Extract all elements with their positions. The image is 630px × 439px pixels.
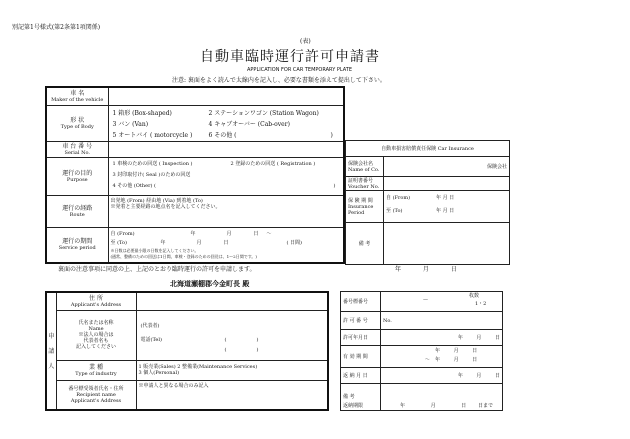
period-to-label: 至 (To) — [110, 239, 127, 246]
tel-paren-close: ) — [256, 336, 259, 343]
purpose-label: 運行の目的 Purpose — [46, 157, 108, 195]
sheets-value: 1・2 — [475, 301, 487, 307]
period-to-day: 日 — [223, 239, 229, 246]
tel2-paren-close: ) — [256, 346, 259, 353]
representative-label: (代表者) — [140, 322, 160, 329]
insurance-remarks-label: 備 考 — [346, 223, 384, 265]
insurance-from-label: 自 (From) — [386, 195, 411, 201]
body-option-4[interactable]: 4 キャブオーバー (Cab-over) — [208, 120, 290, 128]
period-to-month: 月 — [196, 239, 202, 246]
vehicle-info-table — [45, 86, 345, 264]
tel-label: 電話(Tel) — [140, 336, 162, 343]
purpose-option-2[interactable]: 2 登録のための回送 ( Registration ) — [230, 160, 316, 167]
period-from-month: 月 — [226, 230, 232, 237]
tel-paren-open: ( — [224, 336, 227, 343]
notice-text: 注意: 裏面をよく読んで太線内を記入し、必要な書類を添えて提出して下さい。 — [172, 77, 386, 84]
insurance-table — [345, 140, 510, 265]
body-option-6[interactable]: 6 その他 ( — [208, 131, 237, 139]
insurance-remarks-field[interactable] — [384, 223, 510, 265]
period-tilde: 〜 — [266, 230, 272, 237]
insurance-company-label: 保険会社名 Name of Co. — [346, 157, 384, 177]
permit-date-field[interactable]: 年 月 日 — [381, 330, 503, 346]
body-option-6-close: ) — [330, 131, 333, 139]
route-points: 出発地 (From) 経由地 (Via) 到着地 (To) — [110, 197, 203, 204]
valid-from-ymd: 年 月 日 — [435, 347, 478, 354]
body-option-3[interactable]: 3 バン (Van) — [112, 120, 149, 128]
pledge-date: 年 月 日 — [395, 266, 457, 273]
purpose-option-4[interactable]: 4 その他 (Other) ( — [112, 182, 156, 189]
insurance-period-label: 保 険 期 間 Insurance Period — [346, 191, 384, 223]
plate-dash: — — [423, 297, 428, 303]
front-side-mark: (表) — [300, 38, 311, 45]
purpose-options[interactable] — [108, 157, 344, 195]
recipient-label: 番号標受領者氏名・住所 Recipient name Applicant's Address — [56, 380, 136, 410]
insurance-header: 自動車損害賠償責任保険 Car Insurance — [346, 141, 510, 157]
valid-period-field[interactable] — [381, 345, 503, 367]
route-instruction: ※発着と主要経路の地点名を記入してください。 — [110, 203, 221, 210]
recipient-field[interactable]: ※申請人と異なる場合のみ記入 — [136, 380, 328, 410]
title-english: APPLICATION FOR CAR TEMPORARY PLATE — [247, 67, 353, 73]
sheets-label: 枚数 — [469, 293, 480, 299]
office-use-table — [340, 291, 503, 411]
permit-number-label: 許 可 番 号 — [341, 312, 381, 330]
serial-label: 車 台 番 号 Serial No. — [46, 141, 108, 157]
overdue-label: 返納期限 — [343, 403, 364, 409]
page-title: 自動車臨時運行許可申請書 — [200, 49, 380, 65]
body-option-2[interactable]: 2 ステーションワゴン (Station Wagon) — [208, 109, 319, 117]
certificate-label: 証明書番号 Voucher No. — [346, 177, 384, 191]
address-label: 住 所 Applicant's Address — [56, 292, 136, 310]
serial-field[interactable] — [108, 141, 344, 157]
pledge-text: 裏面の注意事項に同意の上、上記のとおり臨時運行の許可を申請します。 — [58, 266, 256, 273]
address-field[interactable] — [136, 292, 328, 310]
insurance-from-ymd: 年 月 日 — [436, 195, 455, 201]
tel2-paren-open: ( — [224, 346, 227, 353]
applicant-table — [45, 291, 329, 411]
permit-number-field[interactable]: No. — [381, 312, 503, 330]
body-option-5[interactable]: 5 オートバイ ( motorcycle ) — [112, 131, 193, 139]
purpose-option-4-close: ) — [333, 182, 336, 189]
form-reference: 別記第1号様式(第2条第1項関係) — [12, 24, 101, 31]
applicant-side-label: 申 請 人 — [46, 292, 56, 410]
period-note-1: ※日数は必要最小限の日数を記入してください。 — [110, 247, 199, 253]
maker-field[interactable] — [108, 87, 344, 105]
purpose-option-3[interactable]: 3 封印取付け( Seal )のための回送 — [112, 171, 191, 178]
insurance-company-field[interactable]: 保険会社 — [384, 157, 510, 177]
plate-number-field[interactable] — [381, 292, 503, 312]
period-from-day: 日 — [253, 230, 259, 237]
insurance-period-field[interactable] — [384, 191, 510, 223]
route-label: 運行の経路 Route — [46, 195, 108, 227]
industry-options[interactable]: 1 販売業(Sales) 2 整備業(Maintenance Services) 3 個人(Personal) — [136, 360, 328, 380]
body-type-options[interactable] — [108, 105, 344, 141]
period-from-label: 自 (From) — [110, 230, 135, 237]
return-date-field[interactable]: 年 月 日 — [381, 368, 503, 384]
valid-period-label: 有 効 期 間 — [341, 345, 381, 367]
valid-to-ymd: 年 月 日 — [435, 356, 478, 363]
name-field[interactable] — [136, 310, 328, 360]
addressee: 北海道瀬棚郡今金町長 殿 — [170, 279, 250, 288]
permit-date-label: 許可年月日 — [341, 330, 381, 346]
insurance-to-label: 至 (To) — [386, 208, 403, 214]
period-from-year: 年 — [190, 230, 196, 237]
certificate-field[interactable] — [384, 177, 510, 191]
return-date-label: 返 納 月 日 — [341, 368, 381, 384]
body-option-1[interactable]: 1 箱形 (Box-shaped) — [112, 109, 172, 117]
period-note-2: (通常、整備のための回送は1日間、車検・登録のための回送は、1〜2日間です。) — [110, 253, 257, 259]
insurance-to-ymd: 年 月 日 — [436, 208, 455, 214]
period-field[interactable] — [108, 227, 344, 263]
period-label: 運行の期間 Service period — [46, 227, 108, 263]
body-type-label: 形 状 Type of Body — [46, 105, 108, 141]
name-label: 氏名または名称 Name ※法人の場合は 代表者名も 記入してください — [56, 310, 136, 360]
period-days: ( 日間) — [286, 239, 302, 246]
plate-number-label: 番号標番号 — [341, 292, 381, 312]
overdue-tail: 日まで — [478, 403, 494, 409]
valid-tilde: 〜 — [425, 356, 431, 363]
maker-label: 車 名 Maker of the vehicle — [46, 87, 108, 105]
period-to-year: 年 — [160, 239, 166, 246]
industry-label: 業 種 Type of industry — [56, 360, 136, 380]
overdue-ymd: 年 月 日 — [400, 403, 467, 409]
office-remarks-label: 備 考 — [341, 384, 381, 411]
purpose-option-1[interactable]: 1 車検のための回送 ( Inspection ) — [112, 160, 193, 167]
route-field[interactable] — [108, 195, 344, 227]
